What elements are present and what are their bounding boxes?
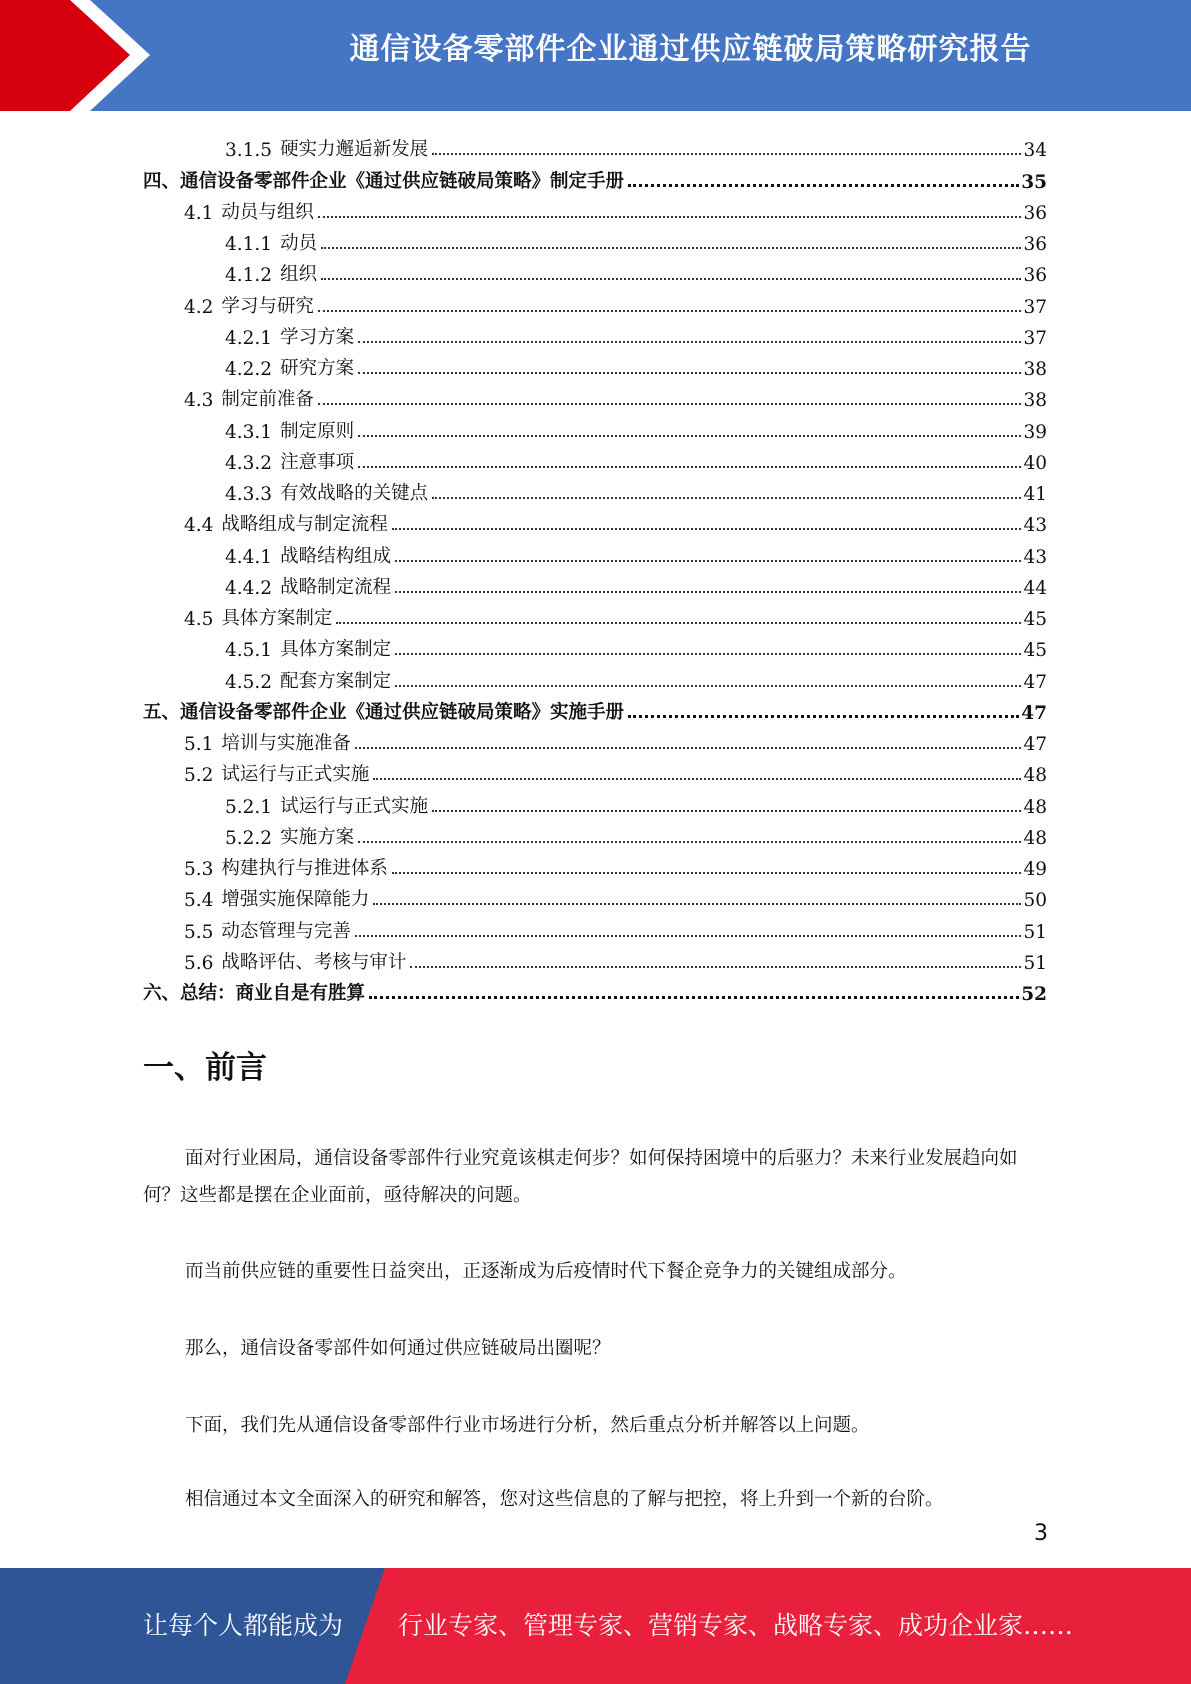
toc-entry[interactable] xyxy=(143,443,1047,474)
toc-entry-page: 45 xyxy=(1023,640,1047,662)
toc-entry-title: 制定前准备 xyxy=(221,389,314,411)
toc-entry-number: 4.3.2 xyxy=(225,452,273,474)
toc-entry[interactable] xyxy=(143,474,1047,505)
toc-entry-number: 4.3.3 xyxy=(225,484,273,505)
toc-entry[interactable] xyxy=(143,911,1047,942)
toc-entry-number: 5.2 xyxy=(184,765,214,787)
toc-entry[interactable] xyxy=(143,661,1047,692)
toc-entry-title: 战略制定流程 xyxy=(280,576,392,598)
toc-entry-title: 学习与研究 xyxy=(221,295,314,317)
toc-entry[interactable] xyxy=(143,818,1047,849)
toc-entry-number: 4.5 xyxy=(184,609,214,630)
toc-entry-title: 具体方案制定 xyxy=(221,608,333,629)
toc-entry-page: 38 xyxy=(1023,390,1047,412)
paragraph: 下面，我们先从通信设备零部件行业市场进行分析，然后重点分析并解答以上问题。 xyxy=(185,1415,870,1436)
toc-dot-leader xyxy=(392,872,1022,874)
toc-entry-number: 5.2.1 xyxy=(225,796,273,818)
chevron-logo-icon xyxy=(0,0,160,111)
section-heading: 一、前言 xyxy=(143,1050,267,1086)
toc-dot-leader xyxy=(318,310,1022,312)
toc-entry[interactable] xyxy=(143,568,1047,599)
toc-dot-leader xyxy=(628,715,1019,718)
toc-entry-title: 增强实施保障能力 xyxy=(221,889,370,911)
toc-entry-title: 战略评估、考核与审计 xyxy=(221,951,407,973)
toc-entry-page: 35 xyxy=(1021,171,1047,193)
toc-dot-leader xyxy=(358,841,1021,843)
toc-dot-leader xyxy=(318,216,1022,218)
toc-entry-page: 34 xyxy=(1023,140,1047,162)
paragraph: 面对行业困局，通信设备零部件行业究竟该棋走何步？如何保持困境中的后驱力？未来行业发展趋向如何？这些都是摆在企业面前，亟待解决的问题。 xyxy=(143,1148,1018,1206)
toc-entry[interactable] xyxy=(143,318,1047,349)
toc-entry[interactable] xyxy=(143,880,1047,911)
toc-entry-title: 具体方案制定 xyxy=(280,639,392,661)
toc-dot-leader xyxy=(358,341,1021,343)
toc-entry[interactable] xyxy=(143,943,1047,974)
toc-entry-title: 配套方案制定 xyxy=(280,670,392,692)
toc-entry-number: 4.3 xyxy=(184,390,214,412)
toc-dot-leader xyxy=(369,996,1019,999)
toc-entry[interactable] xyxy=(143,411,1047,442)
toc-entry-page: 36 xyxy=(1023,234,1047,255)
toc-entry-number: 4.4.1 xyxy=(225,546,273,568)
toc-entry[interactable] xyxy=(143,286,1047,317)
table-of-contents xyxy=(143,130,1047,1005)
toc-dot-leader xyxy=(395,653,1021,655)
toc-entry-title: 组织 xyxy=(280,264,318,286)
toc-entry[interactable] xyxy=(143,630,1047,661)
toc-entry-number: 4.2.2 xyxy=(225,359,273,380)
toc-entry-title: 四、通信设备零部件企业《通过供应链破局策略》制定手册 xyxy=(143,170,625,192)
toc-entry-title: 制定原则 xyxy=(280,420,355,442)
toc-entry-number: 5.1 xyxy=(184,734,214,755)
toc-entry-page: 48 xyxy=(1023,796,1047,818)
toc-entry-title: 试运行与正式实施 xyxy=(280,795,429,817)
toc-entry-number: 4.2.1 xyxy=(225,327,273,349)
toc-entry-title: 有效战略的关键点 xyxy=(280,483,429,504)
toc-dot-leader xyxy=(432,810,1021,812)
toc-entry-page: 37 xyxy=(1023,327,1047,349)
toc-dot-leader xyxy=(355,935,1022,937)
toc-dot-leader xyxy=(392,528,1022,530)
toc-entry[interactable] xyxy=(143,755,1047,786)
toc-entry-page: 44 xyxy=(1023,577,1047,599)
toc-entry-number: 4.4 xyxy=(184,515,214,537)
toc-entry[interactable] xyxy=(143,255,1047,286)
toc-entry-title: 五、通信设备零部件企业《通过供应链破局策略》实施手册 xyxy=(143,701,625,723)
toc-entry-title: 培训与实施准备 xyxy=(221,733,351,754)
toc-entry-page: 48 xyxy=(1023,827,1047,849)
toc-entry-number: 4.1 xyxy=(184,202,214,224)
toc-entry-number: 4.5.1 xyxy=(225,640,273,662)
toc-entry[interactable] xyxy=(143,786,1047,817)
toc-dot-leader xyxy=(321,247,1021,249)
toc-entry-page: 50 xyxy=(1023,890,1047,912)
toc-entry-number: 4.3.1 xyxy=(225,421,273,443)
toc-dot-leader xyxy=(358,372,1021,374)
toc-entry-number: 4.1.2 xyxy=(225,265,273,287)
toc-entry-page: 47 xyxy=(1021,702,1047,724)
paragraph: 相信通过本文全面深入的研究和解答，您对这些信息的了解与把控，将上升到一个新的台阶。 xyxy=(185,1489,944,1510)
toc-entry[interactable] xyxy=(143,849,1047,880)
toc-dot-leader xyxy=(355,747,1022,749)
toc-entry-number: 4.5.2 xyxy=(225,671,273,693)
toc-entry-title: 六、总结：商业自是有胜算 xyxy=(143,983,366,1004)
footer-slogan-left: 让每个人都能成为 xyxy=(143,1611,344,1640)
toc-dot-leader xyxy=(410,966,1021,968)
toc-entry-page: 48 xyxy=(1023,765,1047,787)
toc-dot-leader xyxy=(336,622,1021,624)
toc-entry-page: 47 xyxy=(1023,671,1047,693)
toc-entry-number: 4.1.1 xyxy=(225,234,273,255)
toc-entry[interactable] xyxy=(143,193,1047,224)
toc-entry-title: 动态管理与完善 xyxy=(221,920,351,942)
toc-entry[interactable] xyxy=(143,224,1047,255)
toc-entry-title: 研究方案 xyxy=(280,358,355,379)
toc-entry-title: 试运行与正式实施 xyxy=(221,764,370,786)
toc-entry-title: 动员 xyxy=(280,233,318,254)
toc-entry[interactable] xyxy=(143,724,1047,755)
toc-dot-leader xyxy=(395,685,1021,687)
toc-entry-number: 5.2.2 xyxy=(225,827,273,849)
toc-dot-leader xyxy=(395,560,1021,562)
paragraph: 那么，通信设备零部件如何通过供应链破局出圈呢？ xyxy=(185,1338,611,1359)
toc-entry-page: 36 xyxy=(1023,265,1047,287)
toc-entry[interactable] xyxy=(143,505,1047,536)
toc-entry[interactable] xyxy=(143,693,1047,724)
header-banner xyxy=(0,0,1191,111)
toc-entry-page: 49 xyxy=(1023,859,1047,880)
toc-entry[interactable] xyxy=(143,130,1047,161)
toc-entry[interactable] xyxy=(143,349,1047,380)
toc-dot-leader xyxy=(628,184,1019,187)
toc-entry[interactable] xyxy=(143,380,1047,411)
toc-dot-leader xyxy=(432,153,1021,155)
toc-dot-leader xyxy=(373,903,1021,905)
toc-dot-leader xyxy=(373,778,1021,780)
toc-entry-title: 战略结构组成 xyxy=(280,545,392,567)
toc-entry-page: 36 xyxy=(1023,202,1047,224)
toc-entry-page: 41 xyxy=(1023,484,1047,505)
toc-entry-title: 战略组成与制定流程 xyxy=(221,514,388,536)
toc-entry-title: 实施方案 xyxy=(280,826,355,848)
toc-entry[interactable] xyxy=(143,599,1047,630)
footer-slogan-right: 行业专家、管理专家、营销专家、战略专家、成功企业家…… xyxy=(398,1611,1074,1640)
toc-entry-page: 51 xyxy=(1023,921,1047,943)
toc-entry-page: 43 xyxy=(1023,546,1047,568)
toc-entry-page: 47 xyxy=(1023,734,1047,755)
toc-entry-title: 动员与组织 xyxy=(221,201,314,223)
toc-entry-title: 构建执行与推进体系 xyxy=(221,858,388,879)
toc-entry-page: 43 xyxy=(1023,515,1047,537)
toc-entry[interactable] xyxy=(143,974,1047,1005)
toc-entry-number: 5.4 xyxy=(184,890,214,912)
toc-entry-title: 学习方案 xyxy=(280,326,355,348)
toc-entry-page: 38 xyxy=(1023,359,1047,380)
toc-entry-number: 5.3 xyxy=(184,859,214,880)
toc-entry-page: 40 xyxy=(1023,452,1047,474)
toc-dot-leader xyxy=(358,435,1021,437)
toc-dot-leader xyxy=(358,466,1021,468)
toc-dot-leader xyxy=(432,497,1021,499)
toc-entry-page: 52 xyxy=(1021,984,1047,1005)
toc-entry-page: 51 xyxy=(1023,952,1047,974)
toc-entry-page: 45 xyxy=(1023,609,1047,630)
toc-entry-page: 37 xyxy=(1023,296,1047,318)
page-number: 3 xyxy=(1034,1521,1048,1546)
document-title: 通信设备零部件企业通过供应链破局策略研究报告 xyxy=(349,32,1032,67)
toc-entry-number: 5.6 xyxy=(184,952,214,974)
toc-entry-page: 39 xyxy=(1023,421,1047,443)
toc-entry-number: 3.1.5 xyxy=(225,140,273,162)
toc-entry-title: 硬实力邂逅新发展 xyxy=(280,139,429,161)
footer-banner xyxy=(0,1568,1191,1684)
toc-entry-title: 注意事项 xyxy=(280,451,355,473)
toc-entry-number: 4.2 xyxy=(184,296,214,318)
paragraph: 而当前供应链的重要性日益突出，正逐渐成为后疫情时代下餐企竞争力的关键组成部分。 xyxy=(185,1261,907,1282)
toc-entry-number: 4.4.2 xyxy=(225,577,273,599)
toc-dot-leader xyxy=(395,591,1021,593)
toc-dot-leader xyxy=(321,278,1021,280)
toc-entry-number: 5.5 xyxy=(184,921,214,943)
toc-entry[interactable] xyxy=(143,536,1047,567)
toc-entry[interactable] xyxy=(143,161,1047,192)
toc-dot-leader xyxy=(318,403,1022,405)
